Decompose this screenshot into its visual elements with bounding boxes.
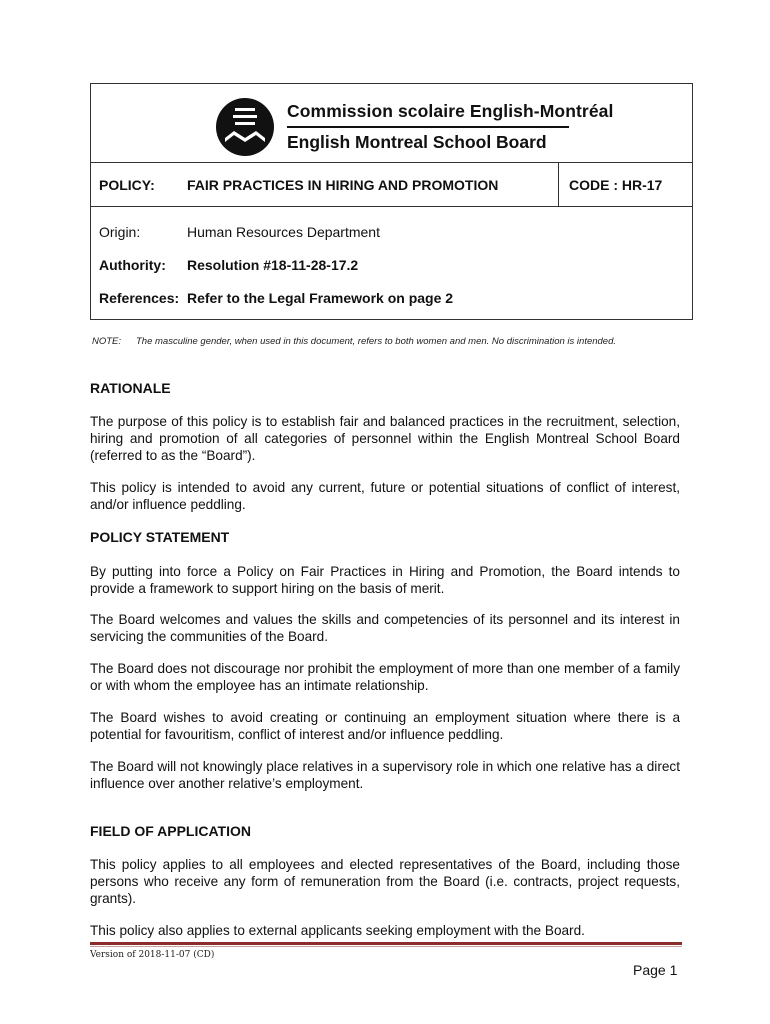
policy-header-box bbox=[90, 83, 693, 320]
policy-label: POLICY: bbox=[99, 177, 155, 193]
code-cell-divider bbox=[558, 162, 559, 206]
policy-title: FAIR PRACTICES IN HIRING AND PROMOTION bbox=[187, 177, 499, 193]
rationale-paragraph: The purpose of this policy is to establish fair and balanced practices in the recruitment, selection, hiring and promotion of all categories of personnel within the English Montreal School Board (referred to as the “Board”). bbox=[90, 414, 680, 463]
version-label: Version of 2018-11-07 (CD) bbox=[90, 950, 215, 960]
school-board-logo bbox=[216, 98, 274, 156]
note-label: NOTE: bbox=[92, 336, 122, 347]
field-of-application-paragraph: This policy applies to all employees and elected representatives of the Board, including those persons who receive any form of remuneration from the Board (i.e. contracts, project requests, grants). bbox=[90, 857, 680, 906]
policy-code: CODE : HR-17 bbox=[569, 177, 663, 193]
gender-note bbox=[92, 336, 616, 347]
footer-rule-thin bbox=[90, 946, 682, 947]
policy-statement-paragraph: The Board will not knowingly place relatives in a supervisory role in which one relative has a direct influence over another relative’s employment. bbox=[90, 759, 680, 791]
references-label: References: bbox=[99, 290, 180, 306]
origin-value: Human Resources Department bbox=[187, 224, 380, 240]
authority-label: Authority: bbox=[99, 257, 166, 273]
field-of-application-paragraph: This policy also applies to external applicants seeking employment with the Board. bbox=[90, 923, 585, 938]
policy-statement-paragraph: By putting into force a Policy on Fair Practices in Hiring and Promotion, the Board intends to provide a framework to support hiring on the basis of merit. bbox=[90, 564, 680, 596]
footer-rule bbox=[90, 942, 682, 945]
brand-divider bbox=[287, 126, 569, 128]
authority-value: Resolution #18-11-28-17.2 bbox=[187, 257, 359, 273]
note-text: The masculine gender, when used in this document, refers to both women and men. No discrimination is intended. bbox=[136, 336, 617, 347]
section-heading-rationale: RATIONALE bbox=[90, 380, 171, 396]
policy-statement-paragraph: The Board does not discourage nor prohibit the employment of more than one member of a family or with whom the employee has an intimate relationship. bbox=[90, 661, 680, 693]
header-divider bbox=[91, 162, 692, 163]
section-heading-policy-statement: POLICY STATEMENT bbox=[90, 529, 230, 545]
policy-statement-paragraph: The Board wishes to avoid creating or continuing an employment situation where there is a potential for favouritism, conflict of interest and/or influence peddling. bbox=[90, 710, 680, 742]
page-number: Page 1 bbox=[633, 962, 678, 978]
rationale-paragraph: This policy is intended to avoid any current, future or potential situations of conflict of interest, and/or influence peddling. bbox=[90, 480, 680, 512]
org-name-english: English Montreal School Board bbox=[287, 132, 547, 152]
references-value: Refer to the Legal Framework on page 2 bbox=[187, 290, 454, 306]
section-heading-field-of-application: FIELD OF APPLICATION bbox=[90, 823, 251, 839]
org-name-french: Commission scolaire English-Montréal bbox=[287, 101, 614, 121]
header-divider bbox=[91, 206, 692, 207]
policy-statement-paragraph: The Board welcomes and values the skills and competencies of its personnel and its interest in servicing the communities of the Board. bbox=[90, 612, 680, 644]
origin-label: Origin: bbox=[99, 224, 141, 240]
